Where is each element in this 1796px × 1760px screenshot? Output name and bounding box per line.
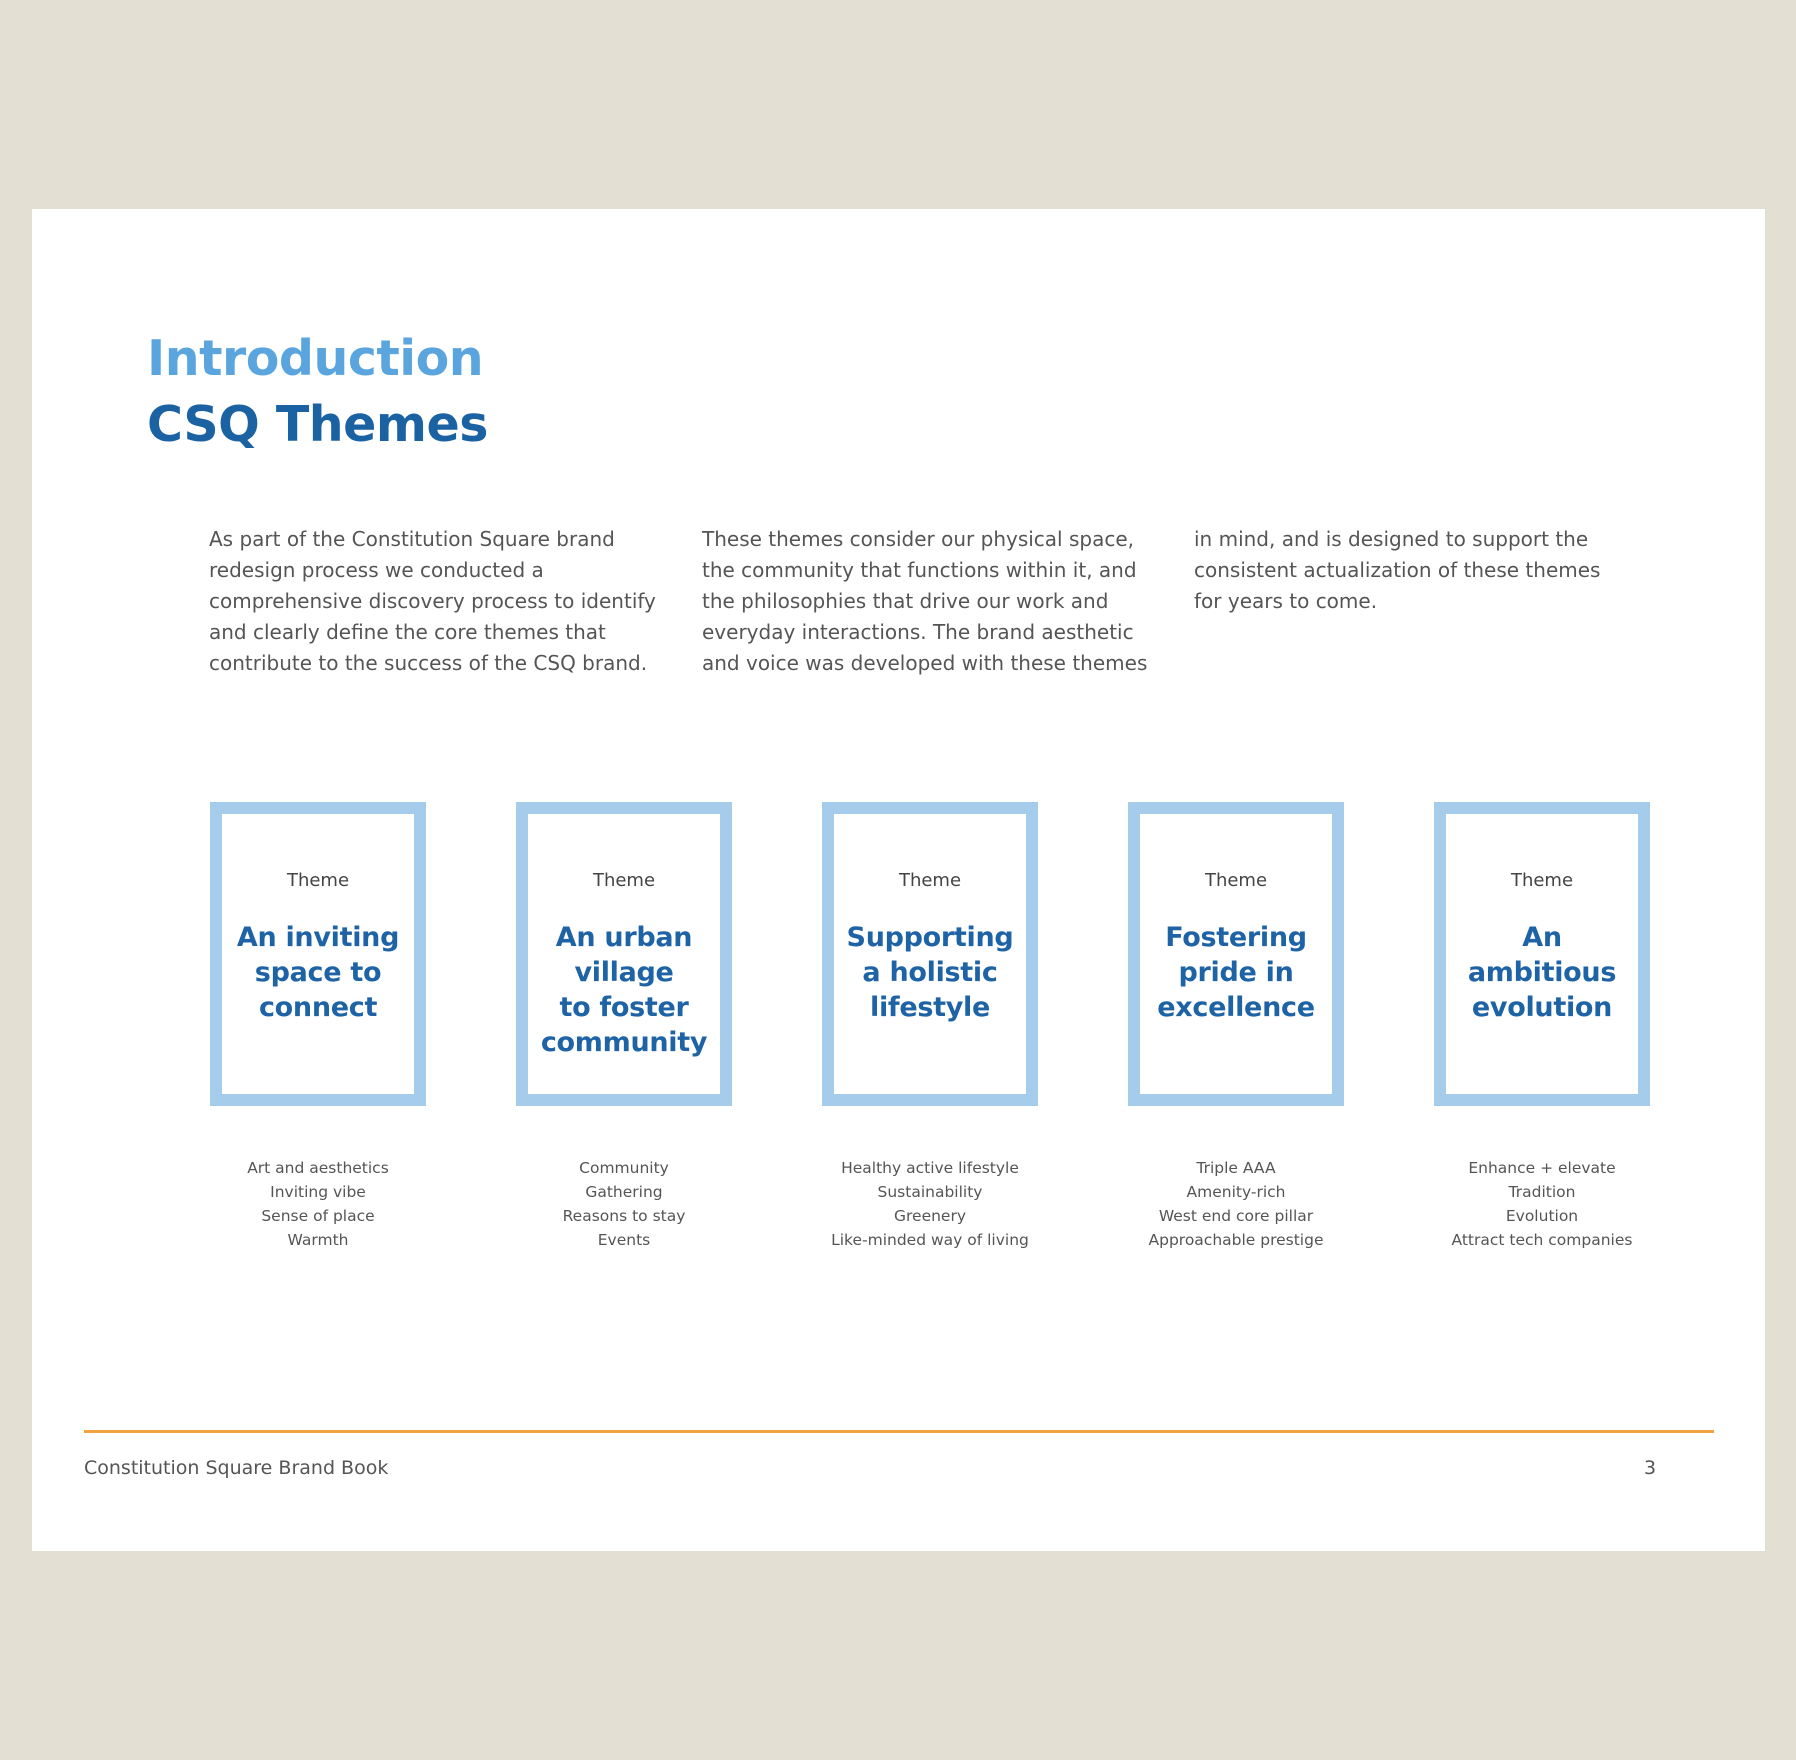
intro-text-line: and voice was developed with these themes <box>702 651 1148 675</box>
theme-label: Theme <box>1510 870 1574 891</box>
intro-text-line: everyday interactions. The brand aesthetic <box>702 620 1134 644</box>
theme-keywords-holistic-lifestyle <box>822 1156 1038 1252</box>
theme-title <box>1140 920 1332 1025</box>
theme-title <box>1446 920 1638 1025</box>
theme-keyword: Community <box>579 1159 669 1177</box>
theme-keyword: Events <box>597 1231 651 1249</box>
intro-text-line: for years to come. <box>1194 589 1378 613</box>
theme-card-inviting-space <box>210 802 426 1106</box>
theme-title-line: village <box>574 957 674 988</box>
theme-keyword: Warmth <box>287 1231 349 1249</box>
intro-paragraph-column-3 <box>1194 524 1654 617</box>
theme-keyword: Reasons to stay <box>562 1207 686 1225</box>
theme-keyword: Approachable prestige <box>1148 1231 1324 1249</box>
theme-title <box>222 920 414 1025</box>
intro-text-line: These themes consider our physical space, <box>702 527 1135 551</box>
theme-title-line: An inviting <box>236 922 400 953</box>
theme-card-urban-village <box>516 802 732 1106</box>
theme-title <box>834 920 1026 1025</box>
heading-line-introduction: Introduction <box>147 330 484 387</box>
intro-text-line: the community that functions within it, and <box>702 558 1137 582</box>
theme-keyword: Sense of place <box>261 1207 375 1225</box>
theme-keyword: Amenity-rich <box>1186 1183 1286 1201</box>
theme-label: Theme <box>898 870 962 891</box>
intro-text-line: in mind, and is designed to support the <box>1194 527 1589 551</box>
theme-title-line: to foster <box>559 992 689 1023</box>
theme-keywords-urban-village <box>516 1156 732 1252</box>
theme-keywords-pride-excellence <box>1128 1156 1344 1252</box>
page-number: 3 <box>1644 1457 1657 1479</box>
theme-label: Theme <box>592 870 656 891</box>
theme-title <box>528 920 720 1060</box>
theme-title-line: connect <box>258 992 378 1023</box>
intro-paragraph-column-2 <box>702 524 1162 679</box>
intro-text-line: redesign process we conducted a <box>209 558 544 582</box>
brand-book-page <box>32 209 1765 1551</box>
theme-title-line: An urban <box>555 922 693 953</box>
theme-keyword: Like-minded way of living <box>831 1231 1029 1249</box>
intro-text-line: comprehensive discovery process to identify <box>209 589 656 613</box>
theme-keyword: Triple AAA <box>1196 1159 1276 1177</box>
theme-title-line: a holistic <box>862 957 998 988</box>
theme-keyword: Evolution <box>1505 1207 1579 1225</box>
intro-text-line: contribute to the success of the CSQ brand. <box>209 651 648 675</box>
theme-title-line: community <box>540 1027 708 1058</box>
theme-keyword: Greenery <box>893 1207 967 1225</box>
theme-title-line: lifestyle <box>869 992 990 1023</box>
intro-paragraph-column-1 <box>209 524 669 679</box>
intro-text-line: the philosophies that drive our work and <box>702 589 1109 613</box>
theme-title-line: Supporting <box>846 922 1014 953</box>
theme-label: Theme <box>286 870 350 891</box>
theme-keyword: Sustainability <box>877 1183 983 1201</box>
theme-keyword: Art and aesthetics <box>247 1159 389 1177</box>
theme-keyword: Inviting vibe <box>270 1183 366 1201</box>
theme-keyword: Tradition <box>1508 1183 1576 1201</box>
intro-text-line: consistent actualization of these themes <box>1194 558 1601 582</box>
theme-title-line: evolution <box>1471 992 1613 1023</box>
theme-keywords-ambitious-evolution <box>1434 1156 1650 1252</box>
theme-keyword: West end core pillar <box>1158 1207 1314 1225</box>
theme-card-pride-excellence <box>1128 802 1344 1106</box>
footer-title: Constitution Square Brand Book <box>84 1457 389 1479</box>
page-heading <box>147 326 488 458</box>
theme-keyword: Enhance + elevate <box>1468 1159 1616 1177</box>
theme-title-line: space to <box>254 957 382 988</box>
theme-title-line: pride in <box>1178 957 1294 988</box>
theme-card-holistic-lifestyle <box>822 802 1038 1106</box>
theme-label: Theme <box>1204 870 1268 891</box>
intro-text-line: and clearly define the core themes that <box>209 620 606 644</box>
theme-keyword: Attract tech companies <box>1451 1231 1633 1249</box>
intro-text-line: As part of the Constitution Square brand <box>209 527 615 551</box>
theme-keywords-inviting-space <box>210 1156 426 1252</box>
theme-title-line: An <box>1522 922 1562 953</box>
heading-line-csq-themes: CSQ Themes <box>147 396 488 453</box>
theme-title-line: Fostering <box>1165 922 1307 953</box>
theme-keyword: Gathering <box>585 1183 663 1201</box>
theme-title-line: excellence <box>1157 992 1315 1023</box>
theme-keyword: Healthy active lifestyle <box>841 1159 1019 1177</box>
theme-card-ambitious-evolution <box>1434 802 1650 1106</box>
theme-title-line: ambitious <box>1467 957 1617 988</box>
footer-divider <box>84 1430 1714 1433</box>
